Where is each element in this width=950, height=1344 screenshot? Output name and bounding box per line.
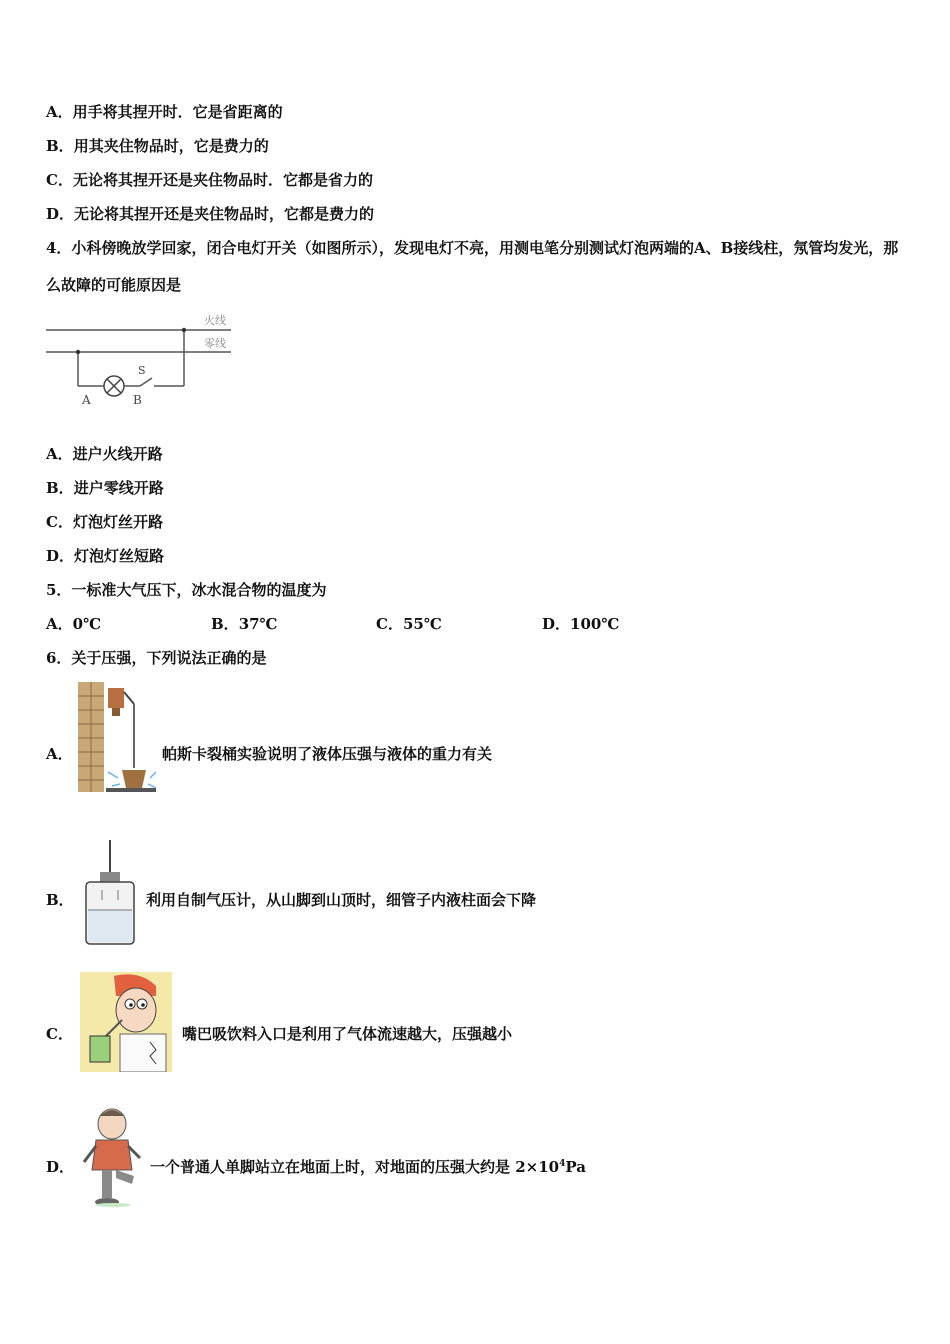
zero-line-label: 零线 xyxy=(204,337,226,350)
q5-option-a: A．0℃ xyxy=(46,615,102,633)
q4-circuit-diagram xyxy=(46,312,236,408)
q5-option-c: C．55℃ xyxy=(376,615,442,633)
q5-stem: 5．一标准大气压下，冰水混合物的温度为 xyxy=(46,581,327,599)
q6-option-d-text: 一个普通人单脚站立在地面上时，对地面的压强大约是 $2\times 10^4Pa$ xyxy=(150,1158,586,1176)
terminal-a-label: A xyxy=(82,393,91,407)
q3-option-a: A．用手将其捏开时．它是省距离的 xyxy=(46,103,283,121)
q6-option-c-letter: C． xyxy=(46,1025,73,1043)
q6-option-c-text: 嘴巴吸饮料入口是利用了气体流速越大，压强越小 xyxy=(182,1025,513,1043)
switch-icon xyxy=(140,378,152,386)
q6-option-b-text: 利用自制气压计，从山脚到山顶时，细管子内液柱面会下降 xyxy=(146,891,537,909)
q6-option-a-text: 帕斯卡裂桶实验说明了液体压强与液体的重力有关 xyxy=(162,745,493,763)
q6-option-d-letter: D． xyxy=(46,1158,75,1176)
q4-option-d: D．灯泡灯丝短路 xyxy=(46,547,165,565)
q5-option-d: D．100℃ xyxy=(542,615,620,633)
switch-label: S xyxy=(138,364,146,377)
q6-option-a-letter: A． xyxy=(46,745,73,763)
pascal-barrel-illustration xyxy=(78,682,156,794)
q4-option-c: C．灯泡灯丝开路 xyxy=(46,513,163,531)
q3-option-c: C．无论将其捏开还是夹住物品时．它都是省力的 xyxy=(46,171,373,189)
q4-option-b: B．进户零线开路 xyxy=(46,479,164,497)
q5-options-row xyxy=(46,613,666,633)
q3-option-d: D．无论将其捏开还是夹住物品时，它都是费力的 xyxy=(46,205,375,223)
fire-line-label: 火线 xyxy=(204,314,226,327)
q4-stem: 4．小科傍晚放学回家，闭合电灯开关（如图所示），发现电灯不亮，用测电笔分别测试灯泡两端的A、B接线柱，氖管均发光，那么故障的可能原因是 xyxy=(46,239,899,294)
q6-stem: 6．关于压强，下列说法正确的是 xyxy=(46,649,267,667)
q4-option-a: A．进户火线开路 xyxy=(46,445,163,463)
homemade-barometer-illustration xyxy=(82,838,142,948)
person-drinking-straw-illustration xyxy=(80,972,172,1072)
q3-option-b: B．用其夹住物品时，它是费力的 xyxy=(46,137,269,155)
person-standing-one-leg-illustration xyxy=(82,1104,144,1208)
q5-option-b: B．37℃ xyxy=(211,615,278,633)
q6-option-b-letter: B． xyxy=(46,891,74,909)
terminal-b-label: B xyxy=(133,393,142,407)
